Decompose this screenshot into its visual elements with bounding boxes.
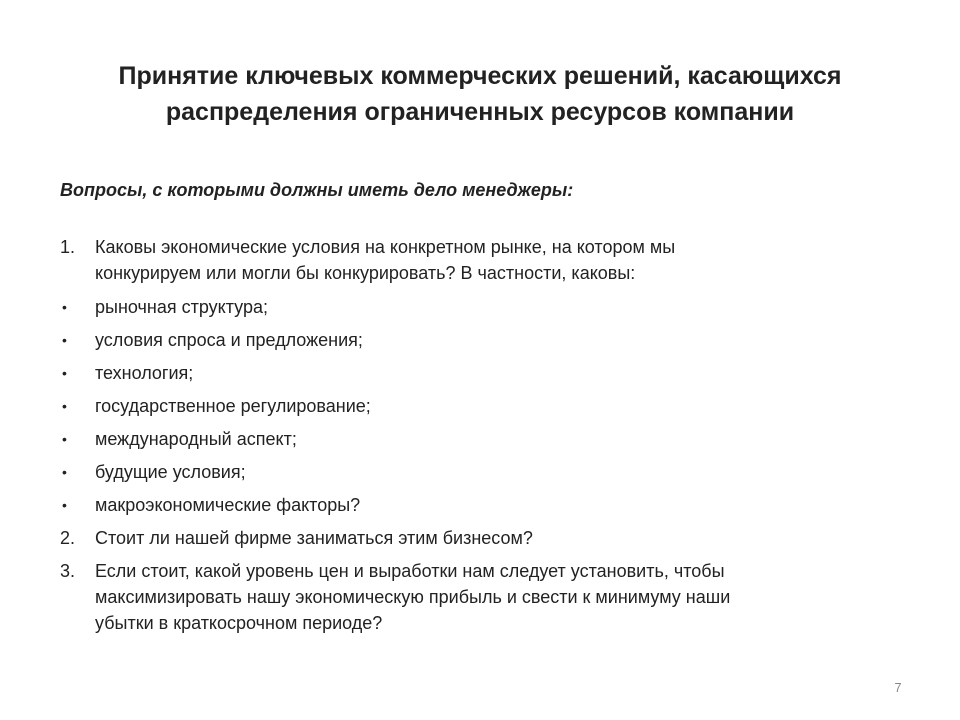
list-item (60, 492, 860, 518)
list-number: 2. (60, 528, 76, 548)
list-item (60, 360, 860, 386)
text-line: максимизировать нашу экономическую прибыль и свести к минимуму наши (95, 587, 731, 607)
text-line: будущие условия; (95, 462, 246, 482)
text-line: Стоит ли нашей фирме заниматься этим бизнесом? (95, 528, 533, 548)
list-item (60, 393, 860, 419)
list-item-text (95, 492, 860, 518)
text-line: Если стоит, какой уровень цен и выработки нам следует установить, чтобы (95, 561, 725, 581)
page-number: 7 (894, 680, 902, 695)
text-line: макроэкономические факторы? (95, 495, 361, 515)
text-line: рыночная структура; (95, 297, 268, 317)
bullet-icon: • (62, 497, 67, 513)
list-number: 3. (60, 561, 76, 581)
text-line: условия спроса и предложения; (95, 330, 363, 350)
bullet-icon: • (62, 431, 67, 447)
slide-title (40, 58, 920, 130)
title-line-2: распределения ограниченных ресурсов компании (165, 98, 795, 126)
bullet-icon: • (62, 398, 67, 414)
list-item-text (95, 558, 860, 636)
list-item-text (95, 459, 860, 485)
list-item (60, 426, 860, 452)
text-line: технология; (95, 363, 194, 383)
text-line: конкурируем или могли бы конкурировать? В частности, каковы: (95, 263, 636, 283)
list-number: 1. (60, 237, 76, 257)
bullet-icon: • (62, 299, 67, 315)
text-line: убытки в краткосрочном периоде? (95, 613, 383, 633)
bullet-icon: • (62, 365, 67, 381)
bullet-icon: • (62, 332, 67, 348)
list-item (60, 525, 860, 551)
title-line-1: Принятие ключевых коммерческих решений, касающихся (118, 62, 842, 90)
list-item (60, 558, 860, 636)
list-item (60, 327, 860, 353)
list-item-text (95, 294, 860, 320)
intro-heading: Вопросы, с которыми должны иметь дело менеджеры: (60, 180, 574, 200)
text-line: государственное регулирование; (95, 396, 371, 416)
text-line: Каковы экономические условия на конкретном рынке, на котором мы (95, 237, 676, 257)
list-item-text (95, 393, 860, 419)
list-item (60, 294, 860, 320)
bullet-icon: • (62, 464, 67, 480)
questions-list (60, 234, 860, 636)
list-item-text (95, 360, 860, 386)
list-item-text (95, 426, 860, 452)
list-item (60, 459, 860, 485)
text-line: международный аспект; (95, 429, 297, 449)
list-item-text (95, 525, 860, 551)
list-item-text (95, 327, 860, 353)
list-item-text (95, 234, 860, 286)
list-item (60, 234, 860, 286)
